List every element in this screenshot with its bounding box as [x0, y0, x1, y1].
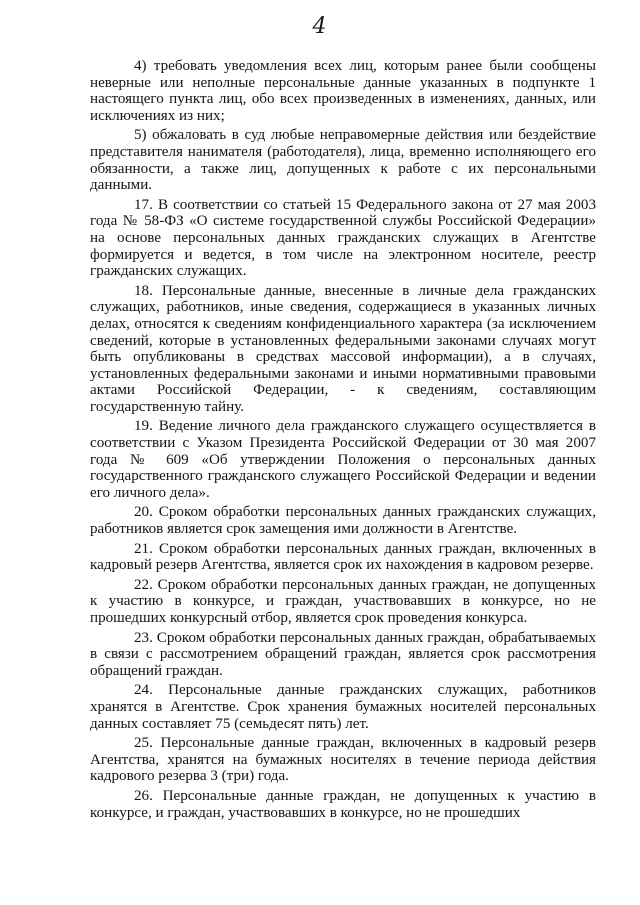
page-number: 4: [312, 14, 328, 39]
paragraph-20: 20. Сроком обработки персональных данных гражданских служащих, работников является срок замещения ими должности в Агентстве.: [90, 504, 596, 538]
paragraph-24: 24. Персональные данные гражданских служащих, работников хранятся в Агентстве. Срок хранения бумажных носителей персональных данных составляет 75 (семьдесят пять) лет.: [90, 682, 596, 732]
paragraph-19: 19. Ведение личного дела гражданского служащего осуществляется в соответствии с Указом Президента Российской Федерации от 30 мая 2007 года № 609 «Об утверждении Положения о персональных данных государственного гражданского служащего Российской Федерации и ведении его личного дела».: [90, 418, 596, 501]
paragraph-26: 26. Персональные данные граждан, не допущенных к участию в конкурсе, и граждан, участвовавших в конкурсе, но не прошедших: [90, 787, 596, 821]
paragraph-25: 25. Персональные данные граждан, включенных в кадровый резерв Агентства, хранятся на бумажных носителях в течение периода действия кадрового резерва 3 (три) года.: [90, 735, 596, 785]
paragraph-item-4: 4) требовать уведомления всех лиц, которым ранее были сообщены неверные или неполные персональные данные указанных в подпункте 1 настоящего пункта лиц, обо всех произведенных в изменениях, данных, или исключениях из них;: [90, 58, 596, 124]
paragraph-18: 18. Персональные данные, внесенные в личные дела гражданских служащих, работников, иные сведения, содержащиеся в указанных личных делах, относятся к сведениям конфиденциального характера (за исключением сведений, которые в установленных федеральными законами случаях могут быть опубликованы в средствах массовой информации), а в случаях, установленных федеральными законами и иными нормативными правовыми актами Российской Федерации, - к сведениям, составляющим государственную тайну.: [90, 282, 596, 415]
paragraph-21: 21. Сроком обработки персональных данных граждан, включенных в кадровый резерв Агентства, является срок их нахождения в кадровом резерве.: [90, 540, 596, 574]
paragraph-item-5: 5) обжаловать в суд любые неправомерные действия или бездействие представителя нанимателя (работодателя), лица, временно исполняющего его обязанности, а также лиц, допущенных к работе с их персональными данными.: [90, 127, 596, 194]
paragraph-17: 17. В соответствии со статьей 15 Федерального закона от 27 мая 2003 года № 58-ФЗ «О системе государственной службы Российской Федерации» на основе персональных данных гражданских служащих в Агентстве формируется и ведется, в том числе на электронном носителе, реестр гражданских служащих.: [90, 196, 596, 280]
paragraph-23: 23. Сроком обработки персональных данных граждан, обрабатываемых в связи с рассмотрением обращений граждан, является срок рассмотрения обращений граждан.: [90, 629, 596, 679]
document-body: [90, 58, 596, 821]
paragraph-22: 22. Сроком обработки персональных данных граждан, не допущенных к участию в конкурсе, и граждан, участвовавших в конкурсе, но не прошедших конкурсный отбор, является срок проведения конкурса.: [90, 576, 596, 626]
